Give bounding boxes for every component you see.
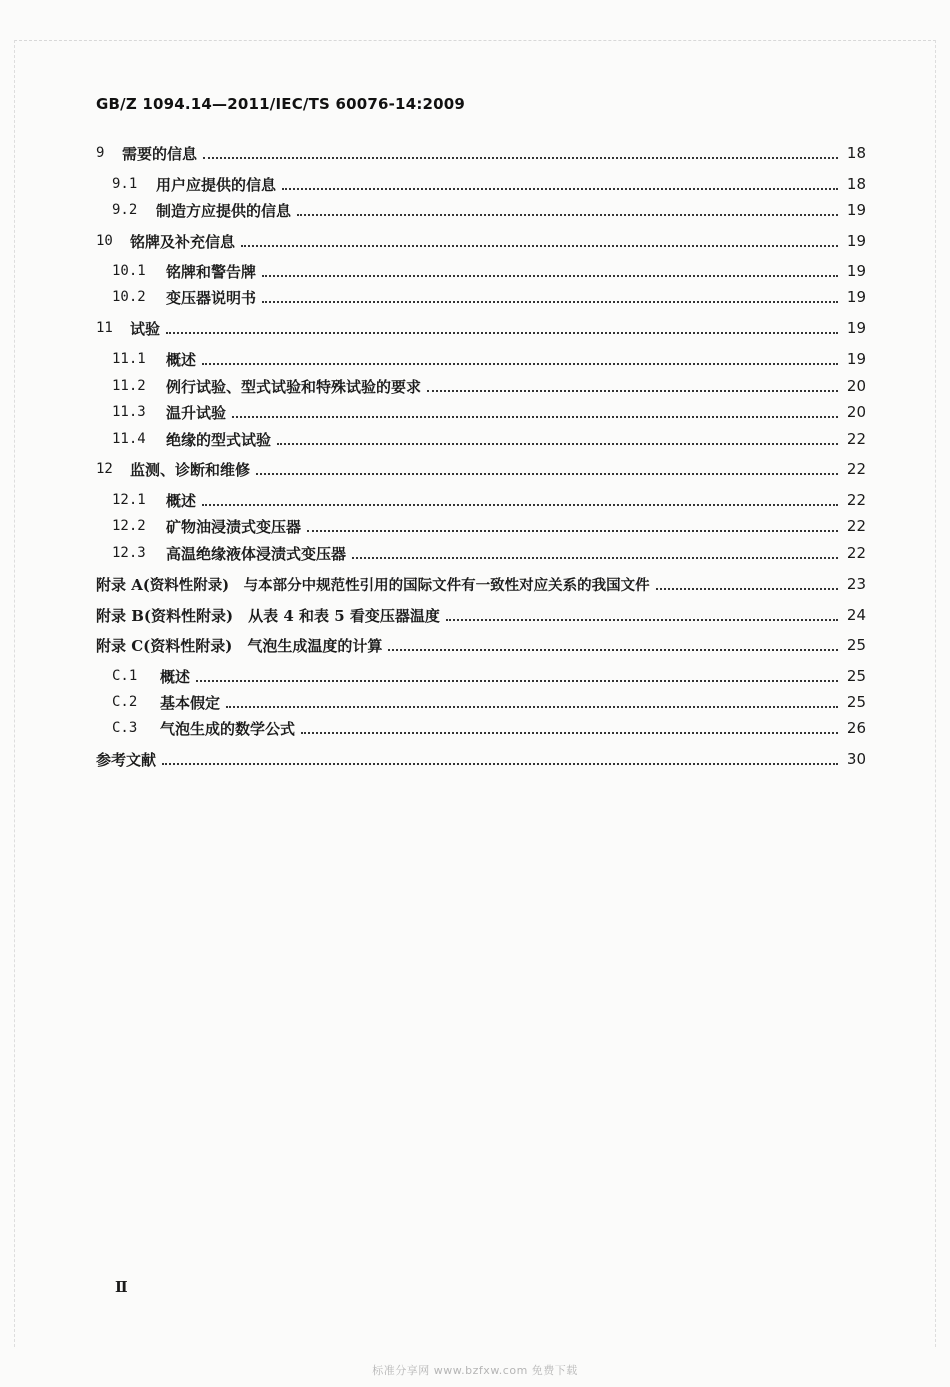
toc-entry-page: 20	[846, 377, 866, 395]
toc-entry-title: 高温绝缘液体浸渍式变压器	[166, 544, 347, 563]
toc-dot-leader	[277, 442, 838, 445]
toc-entry-number: 10	[96, 233, 113, 249]
toc-entry-title: 用户应提供的信息	[156, 175, 277, 194]
toc-entry-title: 试验	[130, 319, 161, 338]
toc-dot-leader	[282, 187, 838, 190]
toc-entry-page: 30	[846, 750, 866, 768]
toc-entry-number: 11	[96, 320, 113, 336]
toc-entry[interactable]	[112, 260, 866, 282]
toc-entry-number: 9	[96, 145, 105, 161]
toc-entry-page: 26	[846, 719, 866, 737]
toc-entry-title: 气泡生成的数学公式	[160, 719, 296, 738]
toc-entry-title: (资料性附录) 气泡生成温度的计算	[143, 636, 383, 655]
toc-entry[interactable]	[112, 173, 866, 195]
toc-entry[interactable]	[96, 458, 866, 480]
watermark: 标准分享网 www.bzfxw.com 免费下载	[372, 1364, 578, 1377]
toc-entry[interactable]	[112, 489, 866, 511]
toc-entry-page: 23	[846, 575, 866, 593]
toc-entry-title: 铭牌和警告牌	[166, 262, 257, 281]
toc-entry-page: 24	[846, 606, 866, 624]
toc-entry[interactable]	[112, 691, 866, 713]
toc-entry-title: 监测、诊断和维修	[130, 460, 251, 479]
toc-entry-number: 9.1	[112, 176, 138, 192]
toc-entry-appendix[interactable]	[96, 604, 866, 626]
toc-dot-leader	[307, 529, 838, 532]
toc-entry-number: 附录 C	[96, 636, 144, 655]
toc-entry[interactable]	[112, 515, 866, 537]
toc-entry-title: 概述	[166, 350, 197, 369]
standard-header: GB/Z 1094.14—2011/IEC/TS 60076-14:2009	[96, 95, 466, 113]
toc-entry-page: 19	[846, 262, 866, 280]
toc-dot-leader	[203, 156, 838, 159]
scan-edge-left	[14, 40, 15, 1347]
toc-dot-leader	[297, 213, 838, 216]
toc-entry-number: 10.1	[112, 263, 146, 279]
toc-entry-page: 19	[846, 319, 866, 337]
toc-dot-leader	[262, 274, 838, 277]
toc-entry-page: 22	[846, 460, 866, 478]
toc-entry-appendix[interactable]	[96, 634, 866, 656]
toc-entry-number: 附录 B	[96, 606, 144, 625]
toc-entry-number: 9.2	[112, 202, 138, 218]
toc-dot-leader	[166, 331, 838, 334]
scan-edge-right	[935, 40, 936, 1347]
toc-entry-number: 11.1	[112, 351, 146, 367]
toc-entry-page: 20	[846, 403, 866, 421]
toc-entry-page: 22	[846, 430, 866, 448]
toc-entry-page: 19	[846, 350, 866, 368]
toc-entry-page: 19	[846, 232, 866, 250]
toc-dot-leader	[262, 300, 838, 303]
toc-entry-title: 概述	[160, 667, 191, 686]
toc-entry-title: 温升试验	[166, 403, 227, 422]
toc-entry[interactable]	[112, 665, 866, 687]
toc-entry-number: 12.1	[112, 492, 146, 508]
toc-entry-title: 铭牌及补充信息	[130, 232, 236, 251]
toc-entry-number: 11.3	[112, 404, 146, 420]
toc-entry-title: 制造方应提供的信息	[156, 201, 292, 220]
toc-dot-leader	[241, 244, 838, 247]
toc-entry-page: 18	[846, 144, 866, 162]
toc-entry[interactable]	[112, 542, 866, 564]
toc-entry-page: 22	[846, 544, 866, 562]
toc-entry-appendix[interactable]	[96, 573, 866, 595]
toc-entry-number: 附录 A	[96, 575, 143, 594]
toc-entry[interactable]	[112, 717, 866, 739]
toc-entry-title: 矿物油浸渍式变压器	[166, 517, 302, 536]
toc-entry-page: 22	[846, 517, 866, 535]
toc-entry-page: 25	[846, 693, 866, 711]
toc-dot-leader	[352, 556, 838, 559]
toc-entry[interactable]	[112, 375, 866, 397]
toc-entry-title: 基本假定	[160, 693, 221, 712]
toc-entry-number: 12.2	[112, 518, 146, 534]
toc-entry-references[interactable]	[96, 748, 866, 770]
toc-entry-title: 需要的信息	[122, 144, 198, 163]
scan-edge-top	[14, 40, 936, 41]
toc-entry-number: C.1	[112, 668, 138, 684]
toc-entry-number: 11.2	[112, 378, 146, 394]
toc-dot-leader	[427, 389, 838, 392]
toc-entry-page: 25	[846, 667, 866, 685]
toc-entry-number: 10.2	[112, 289, 146, 305]
toc-entry-number: C.2	[112, 694, 138, 710]
toc-dot-leader	[162, 762, 838, 765]
toc-entry-page: 19	[846, 288, 866, 306]
toc-entry[interactable]	[112, 286, 866, 308]
toc-entry-title: 变压器说明书	[166, 288, 257, 307]
toc-entry-number: 12	[96, 461, 113, 477]
toc-entry-title: (资料性附录) 从表 4 和表 5 看变压器温度	[143, 606, 440, 625]
toc-entry-title: 例行试验、型式试验和特殊试验的要求	[166, 377, 422, 396]
toc-entry-title: 概述	[166, 491, 197, 510]
toc-entry[interactable]	[112, 428, 866, 450]
toc-entry[interactable]	[96, 317, 866, 339]
toc-entry[interactable]	[96, 142, 866, 164]
toc-dot-leader	[202, 503, 838, 506]
toc-dot-leader	[226, 705, 838, 708]
toc-entry[interactable]	[112, 348, 866, 370]
toc-entry-title: (资料性附录) 与本部分中规范性引用的国际文件有一致性对应关系的我国文件	[142, 576, 650, 594]
toc-entry-page: 25	[846, 636, 866, 654]
toc-entry-number: C.3	[112, 720, 138, 736]
toc-entry-page: 18	[846, 175, 866, 193]
toc-dot-leader	[232, 415, 838, 418]
toc-dot-leader	[388, 648, 838, 651]
toc-dot-leader	[446, 618, 838, 621]
toc-dot-leader	[656, 587, 838, 590]
toc-dot-leader	[202, 362, 838, 365]
toc-dot-leader	[196, 679, 838, 682]
toc-entry-page: 19	[846, 201, 866, 219]
toc-entry[interactable]	[112, 199, 866, 221]
toc-entry-page: 22	[846, 491, 866, 509]
page-number: Ⅱ	[115, 1278, 128, 1296]
toc-entry-title: 绝缘的型式试验	[166, 430, 272, 449]
toc-entry-title: 参考文献	[96, 750, 157, 769]
toc-entry[interactable]	[96, 230, 866, 252]
toc-entry[interactable]	[112, 401, 866, 423]
toc-dot-leader	[301, 731, 838, 734]
toc-dot-leader	[256, 472, 838, 475]
toc-entry-number: 11.4	[112, 431, 146, 447]
toc-entry-number: 12.3	[112, 545, 146, 561]
